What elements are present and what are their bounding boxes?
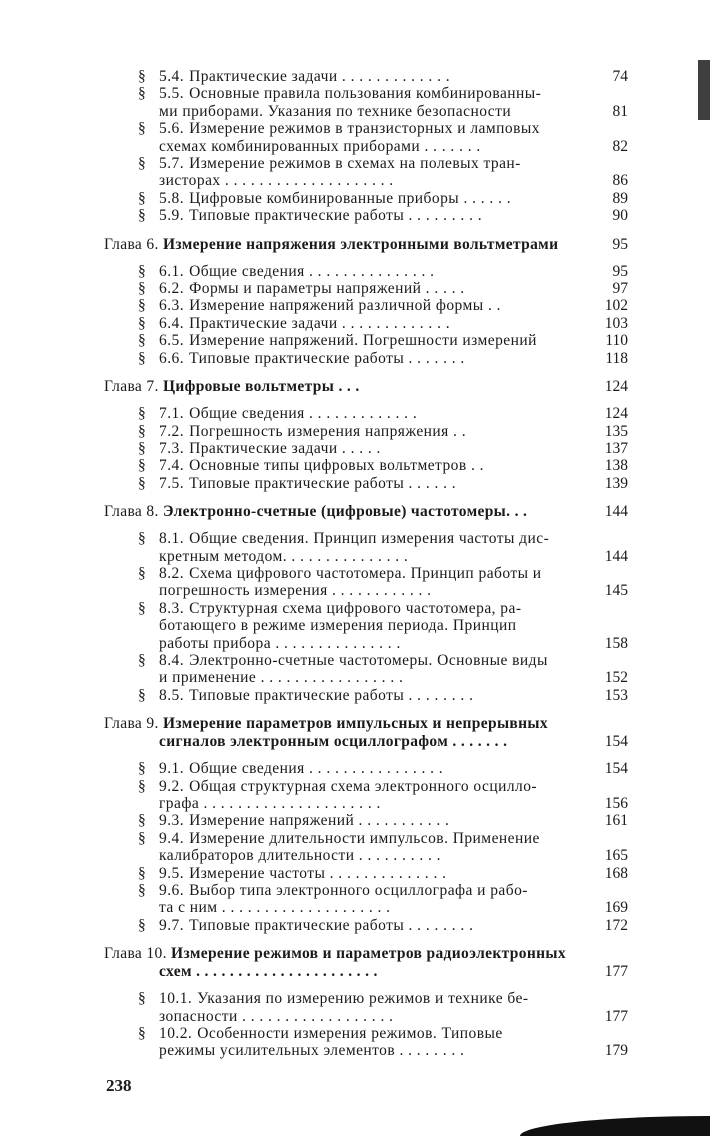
section-sign: § <box>138 349 147 367</box>
section-page: 97 <box>612 280 628 298</box>
chapter-label: Глава 9. <box>104 715 159 733</box>
chapter-page: 144 <box>604 503 628 521</box>
section-page: 74 <box>612 68 628 85</box>
section-number: 10.2. <box>159 1025 193 1043</box>
toc-section-line <box>138 297 588 315</box>
section-number: 9.4. <box>159 829 185 847</box>
section-number: 5.6. <box>159 120 185 138</box>
section-page: 153 <box>604 686 628 704</box>
section-sign: § <box>138 405 147 423</box>
section-number: 8.2. <box>159 564 185 582</box>
toc-section-entry <box>104 830 628 865</box>
section-number: 9.6. <box>159 882 185 900</box>
toc-section-line <box>138 85 588 103</box>
section-page: 158 <box>604 634 628 652</box>
section-number: 8.5. <box>159 686 185 704</box>
section-title: Практические задачи . . . . . <box>189 439 381 457</box>
toc-section-entry <box>104 440 628 457</box>
toc-section-entry <box>104 120 628 155</box>
toc-section-line <box>159 635 588 652</box>
section-sign: § <box>138 882 147 900</box>
toc-section-line <box>159 617 588 634</box>
section-number: 7.1. <box>159 405 185 423</box>
section-title: погрешность измерения . . . . . . . . . . . . <box>159 582 432 600</box>
toc-section-line <box>159 582 588 599</box>
toc-section-entry <box>104 652 628 687</box>
toc-section-line <box>159 548 588 565</box>
toc-chapter-heading <box>104 236 628 254</box>
chapter-page: 124 <box>604 378 628 396</box>
toc-section-line <box>159 795 588 812</box>
scan-corner-shadow <box>520 1116 710 1136</box>
toc-section-line <box>138 422 588 440</box>
chapter-title: Измерение режимов и параметров радиоэлектронных <box>171 945 566 963</box>
toc-section-line <box>138 405 588 423</box>
toc-section-line <box>159 103 588 120</box>
section-sign: § <box>138 155 147 173</box>
section-sign: § <box>138 457 147 475</box>
toc-section-line <box>138 280 588 298</box>
section-sign: § <box>138 332 147 350</box>
section-number: 7.2. <box>159 422 185 440</box>
section-sign: § <box>138 651 147 669</box>
toc-section-entry <box>104 882 628 917</box>
toc-section-line <box>138 120 588 138</box>
section-page: 110 <box>605 332 628 350</box>
toc-section-entry <box>104 687 628 704</box>
toc-section-line <box>138 564 588 582</box>
section-page: 152 <box>604 669 628 687</box>
section-title: Общие сведения. Принцип измерения частоты дис- <box>189 530 550 548</box>
toc-section-entry <box>104 1025 628 1060</box>
section-page: 135 <box>604 422 628 440</box>
toc-section-line <box>138 262 588 280</box>
toc-chapter-heading <box>104 945 628 981</box>
section-number: 6.2. <box>159 280 185 298</box>
toc-section-entry <box>104 315 628 332</box>
toc-section-entry <box>104 990 628 1025</box>
section-page: 118 <box>605 349 628 367</box>
section-title: Типовые практические работы . . . . . . <box>189 474 457 492</box>
section-number: 8.4. <box>159 651 185 669</box>
toc-section-entry <box>104 155 628 190</box>
chapter-title: Измерение напряжения электронными вольтметрами <box>162 235 559 253</box>
section-title: Формы и параметры напряжений . . . . . <box>189 280 465 298</box>
section-title: Общие сведения . . . . . . . . . . . . . . . <box>189 262 435 280</box>
section-page: 177 <box>604 1007 628 1025</box>
toc-section-entry <box>104 917 628 934</box>
toc-section-line <box>138 474 588 492</box>
toc-section-entry <box>104 812 628 829</box>
section-number: 5.9. <box>159 207 185 225</box>
toc-section-line <box>138 990 588 1008</box>
chapter-label: Глава 10. <box>104 945 167 963</box>
section-page: 145 <box>604 582 628 600</box>
section-title: работы прибора . . . . . . . . . . . . . . . <box>159 634 401 652</box>
section-title: ботающего в режиме измерения периода. Принцип <box>159 617 517 635</box>
section-title: та с ним . . . . . . . . . . . . . . . . . . . . <box>159 899 391 917</box>
toc-section-line <box>138 599 588 617</box>
chapter-title: схем . . . . . . . . . . . . . . . . . . . . . . <box>159 963 378 981</box>
section-title: кретным методом. . . . . . . . . . . . . . . <box>159 547 409 565</box>
section-title: Общие сведения . . . . . . . . . . . . . <box>189 405 418 423</box>
section-number: 6.3. <box>159 297 185 315</box>
toc-chapter-heading <box>104 715 628 751</box>
section-page: 144 <box>604 547 628 565</box>
toc-section-line <box>138 332 588 350</box>
chapter-page: 95 <box>612 235 628 253</box>
section-title: ми приборами. Указания по технике безопасности <box>159 102 512 120</box>
section-title: Общие сведения . . . . . . . . . . . . . . . . <box>189 760 444 778</box>
section-page: 154 <box>604 760 628 778</box>
section-title: Цифровые комбинированные приборы . . . . . . <box>189 189 512 207</box>
chapter-label: Глава 7. <box>104 378 159 396</box>
section-sign: § <box>138 68 147 85</box>
chapter-title: сигналов электронным осциллографом . . . . . . . <box>159 733 508 751</box>
section-sign: § <box>138 439 147 457</box>
section-title: Измерение напряжений различной формы . . <box>189 297 501 315</box>
toc-chapter-heading <box>104 378 628 396</box>
section-page: 95 <box>612 262 628 280</box>
toc-section-line <box>138 349 588 367</box>
toc-section-entry <box>104 778 628 813</box>
section-sign: § <box>138 474 147 492</box>
section-sign: § <box>138 812 147 830</box>
toc-section-entry <box>104 85 628 120</box>
toc-section-line <box>138 207 588 225</box>
section-sign: § <box>138 280 147 298</box>
section-page: 90 <box>612 207 628 225</box>
section-number: 8.3. <box>159 599 185 617</box>
section-title: Общая структурная схема электронного осцилло- <box>189 777 537 795</box>
toc-section-entry <box>104 405 628 422</box>
toc-section-entry <box>104 207 628 224</box>
section-sign: § <box>138 564 147 582</box>
section-sign: § <box>138 422 147 440</box>
chapter-title: Измерение параметров импульсных и непрерывных <box>162 715 548 733</box>
toc-section-entry <box>104 190 628 207</box>
toc-section-entry <box>104 297 628 314</box>
toc-section-entry <box>104 760 628 777</box>
toc-section-line <box>138 760 588 778</box>
section-page: 81 <box>612 102 628 120</box>
chapter-label: Глава 6. <box>104 235 159 253</box>
chapter-title: Электронно-счетные (цифровые) частотомеры. . . <box>162 503 528 521</box>
section-sign: § <box>138 85 147 103</box>
section-title: Схема цифрового частотомера. Принцип работы и <box>189 564 542 582</box>
section-title: зисторах . . . . . . . . . . . . . . . . . . . . <box>159 172 394 190</box>
section-number: 9.3. <box>159 812 185 830</box>
toc-section-line <box>159 899 588 916</box>
section-title: Основные типы цифровых вольтметров . . <box>189 457 484 475</box>
toc-section-line <box>138 882 588 900</box>
section-title: Типовые практические работы . . . . . . . . . <box>189 207 483 225</box>
section-page: 82 <box>612 137 628 155</box>
toc-section-entry <box>104 423 628 440</box>
section-sign: § <box>138 760 147 778</box>
section-number: 9.5. <box>159 864 185 882</box>
section-title: зопасности . . . . . . . . . . . . . . . . . . <box>159 1007 394 1025</box>
section-page: 172 <box>604 916 628 934</box>
section-sign: § <box>138 990 147 1008</box>
section-sign: § <box>138 297 147 315</box>
toc-section-entry <box>104 332 628 349</box>
section-page: 169 <box>604 899 628 917</box>
section-number: 6.6. <box>159 349 185 367</box>
section-number: 5.4. <box>159 68 185 85</box>
section-sign: § <box>138 262 147 280</box>
section-title: Особенности измерения режимов. Типовые <box>197 1025 503 1043</box>
section-number: 7.5. <box>159 474 185 492</box>
section-number: 10.1. <box>159 990 193 1008</box>
chapter-label: Глава 8. <box>104 503 159 521</box>
section-sign: § <box>138 864 147 882</box>
section-page: 156 <box>604 795 628 812</box>
section-title: Выбор типа электронного осциллографа и рабо- <box>189 882 528 900</box>
section-sign: § <box>138 207 147 225</box>
section-sign: § <box>138 189 147 207</box>
toc-section-entry <box>104 263 628 280</box>
section-page: 137 <box>604 439 628 457</box>
section-number: 6.4. <box>159 314 185 332</box>
section-title: Измерение частоты . . . . . . . . . . . . . . <box>189 864 447 882</box>
section-title: калибраторов длительности . . . . . . . . . . <box>159 847 441 865</box>
toc-section-line <box>138 686 588 704</box>
toc-section-line <box>159 172 588 189</box>
section-title: Погрешность измерения напряжения . . <box>189 422 467 440</box>
section-page: 102 <box>604 297 628 315</box>
toc-section-line <box>138 651 588 669</box>
section-title: Измерение длительности импульсов. Применение <box>189 829 540 847</box>
toc-chapter-heading <box>104 503 628 521</box>
section-title: и применение . . . . . . . . . . . . . . . . . <box>159 669 404 687</box>
chapter-title: Цифровые вольтметры . . . <box>162 378 360 396</box>
toc-section-entry <box>104 600 628 652</box>
section-title: Типовые практические работы . . . . . . . . <box>189 916 474 934</box>
toc-section-entry <box>104 530 628 565</box>
section-title: Измерение напряжений. Погрешности измерений <box>189 332 537 350</box>
section-title: Структурная схема цифрового частотомера, ра- <box>189 599 522 617</box>
section-page: 179 <box>604 1042 628 1060</box>
section-number: 5.5. <box>159 85 185 103</box>
toc-section-line <box>138 829 588 847</box>
section-number: 9.7. <box>159 916 185 934</box>
toc-section-line <box>138 314 588 332</box>
toc-section-entry <box>104 565 628 600</box>
chapter-page: 177 <box>604 963 628 981</box>
toc-section-line <box>138 812 588 830</box>
section-title: Практические задачи . . . . . . . . . . . . . <box>189 314 451 332</box>
toc-section-line <box>138 916 588 934</box>
section-sign: § <box>138 314 147 332</box>
toc-section-line <box>138 68 588 85</box>
section-page: 165 <box>604 847 628 865</box>
section-page: 124 <box>604 405 628 423</box>
toc-section-line <box>159 669 588 686</box>
section-title: Основные правила пользования комбинированны- <box>189 85 542 103</box>
section-sign: § <box>138 777 147 795</box>
section-title: режимы усилительных элементов . . . . . . . . <box>159 1042 465 1060</box>
section-title: схемах комбинированных приборами . . . . . . . <box>159 137 481 155</box>
toc-section-entry <box>104 457 628 474</box>
section-sign: § <box>138 686 147 704</box>
section-title: Практические задачи . . . . . . . . . . . . . <box>189 68 451 85</box>
section-title: Типовые практические работы . . . . . . . . <box>189 686 474 704</box>
toc-section-line <box>159 847 588 864</box>
section-number: 6.5. <box>159 332 185 350</box>
section-title: Электронно-счетные частотомеры. Основные виды <box>189 651 548 669</box>
section-page: 89 <box>612 189 628 207</box>
section-sign: § <box>138 120 147 138</box>
toc-section-line <box>138 777 588 795</box>
toc-section-line <box>138 189 588 207</box>
toc-section-entry <box>104 865 628 882</box>
section-number: 8.1. <box>159 530 185 548</box>
toc-section-line <box>138 439 588 457</box>
section-number: 7.4. <box>159 457 185 475</box>
section-sign: § <box>138 1025 147 1043</box>
section-title: графа . . . . . . . . . . . . . . . . . . . . . <box>159 795 381 812</box>
section-page: 138 <box>604 457 628 475</box>
toc-section-line <box>159 1008 588 1025</box>
toc-section-line <box>138 155 588 173</box>
table-of-contents <box>104 68 628 1060</box>
section-number: 9.2. <box>159 777 185 795</box>
toc-section-line <box>159 138 588 155</box>
section-number: 7.3. <box>159 439 185 457</box>
section-title: Измерение режимов в транзисторных и ламповых <box>189 120 540 138</box>
section-title: Измерение напряжений . . . . . . . . . . . <box>189 812 450 830</box>
section-page: 161 <box>604 812 628 830</box>
section-title: Указания по измерению режимов и технике бе- <box>197 990 529 1008</box>
toc-section-entry <box>104 475 628 492</box>
scan-edge-shadow <box>698 60 710 120</box>
toc-section-line <box>138 1025 588 1043</box>
toc-section-line <box>159 1042 588 1059</box>
toc-section-entry <box>104 68 628 85</box>
section-sign: § <box>138 829 147 847</box>
section-number: 5.7. <box>159 155 185 173</box>
chapter-page: 154 <box>604 733 628 751</box>
section-title: Типовые практические работы . . . . . . . <box>189 349 465 367</box>
toc-section-entry <box>104 280 628 297</box>
section-page: 168 <box>604 864 628 882</box>
section-page: 86 <box>612 172 628 190</box>
section-page: 139 <box>604 474 628 492</box>
section-title: Измерение режимов в схемах на полевых тран- <box>189 155 521 173</box>
section-page: 103 <box>604 314 628 332</box>
toc-section-line <box>138 530 588 548</box>
toc-section-line <box>138 864 588 882</box>
section-sign: § <box>138 530 147 548</box>
section-number: 9.1. <box>159 760 185 778</box>
section-number: 5.8. <box>159 189 185 207</box>
section-number: 6.1. <box>159 262 185 280</box>
page-number: 238 <box>106 1076 132 1095</box>
toc-section-entry <box>104 350 628 367</box>
toc-section-line <box>138 457 588 475</box>
section-sign: § <box>138 916 147 934</box>
section-sign: § <box>138 599 147 617</box>
